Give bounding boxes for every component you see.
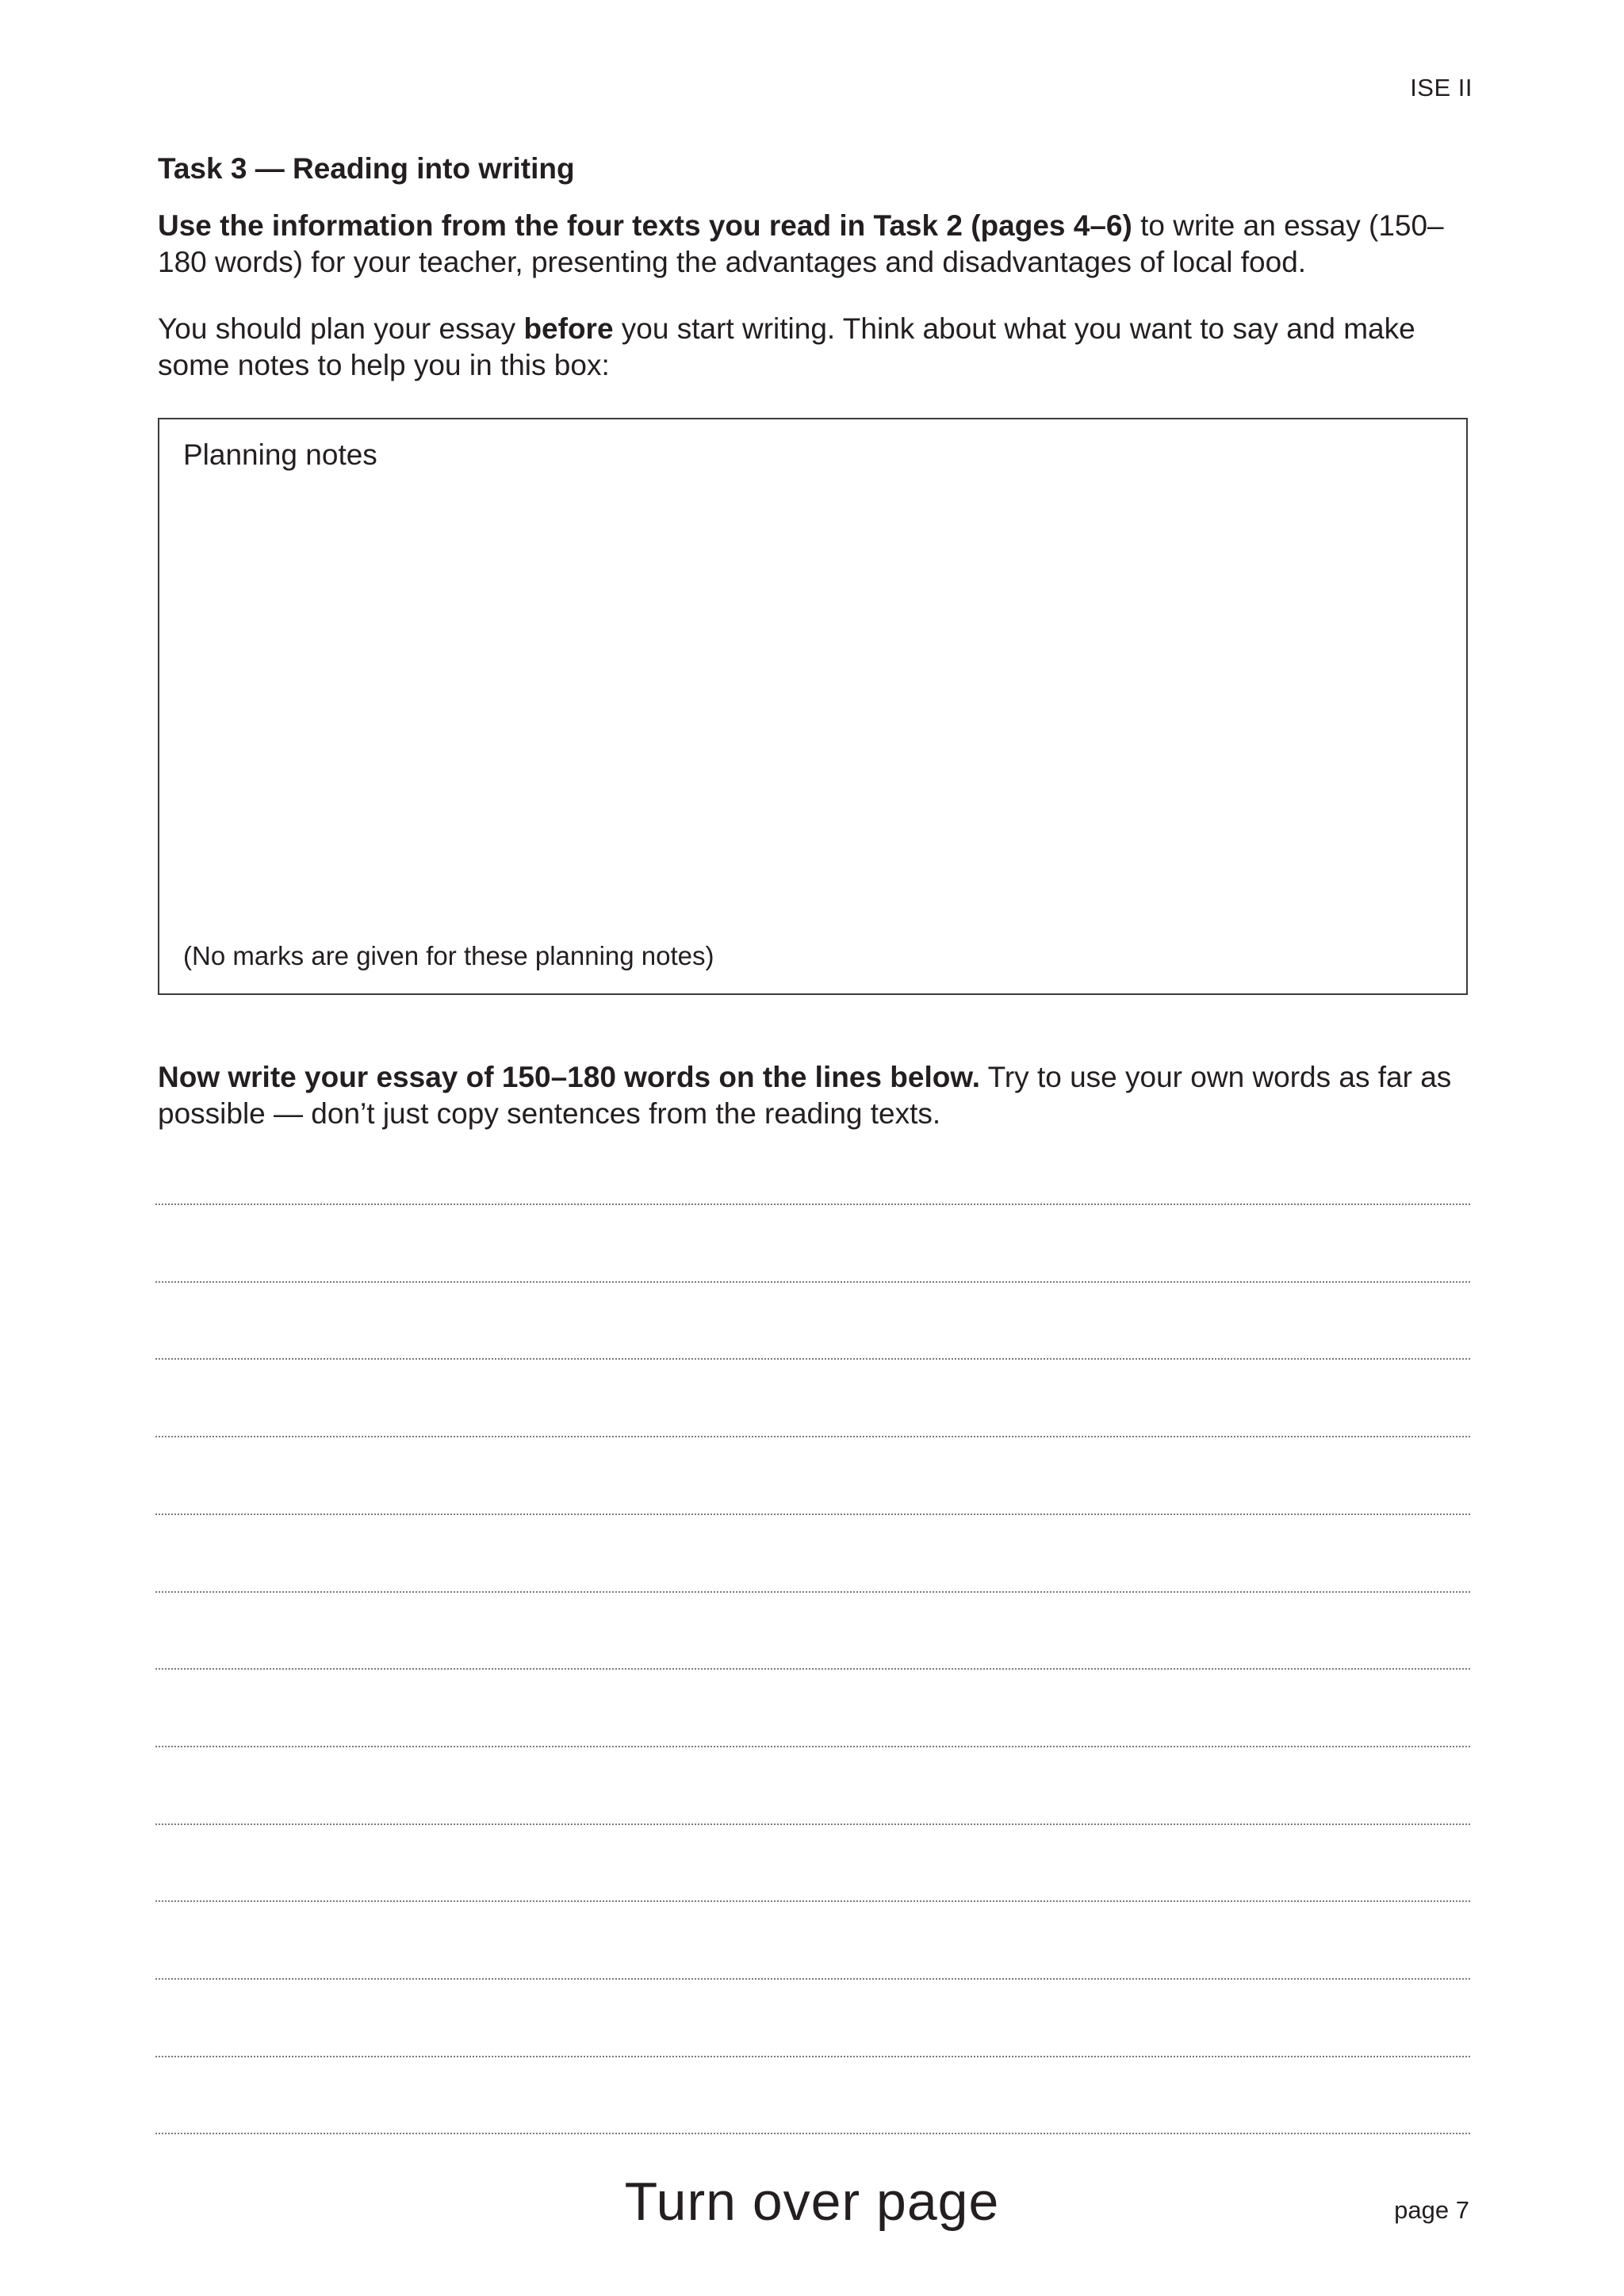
writing-line[interactable] [155,2133,1470,2134]
writing-line[interactable] [155,1436,1470,1437]
planning-instructions [158,311,1470,384]
planning-notes-box[interactable] [158,418,1468,995]
writing-line[interactable] [155,1668,1470,1670]
writing-line[interactable] [155,1513,1470,1515]
turn-over-label: Turn over page [624,2172,1000,2232]
essay-instructions-bold: Now write your essay of 150–180 words on the lines below. [158,1061,981,1093]
writing-line[interactable] [155,2056,1470,2057]
page-number: page 7 [1394,2196,1469,2224]
essay-instructions [158,1059,1474,1132]
exam-level-label: ISE II [1410,74,1473,101]
writing-line[interactable] [155,1746,1470,1747]
planning-instructions-bold: before [523,312,614,345]
planning-instructions-pre: You should plan your essay [158,312,524,345]
writing-line[interactable] [155,1823,1470,1825]
task-instructions-rest: to write an essay (150–180 words) for your teacher, presenting the advantages and disadvantages of local food. [158,209,1444,278]
writing-line[interactable] [155,1281,1470,1283]
task-section [158,151,1470,384]
planning-notes-title: Planning notes [183,438,377,471]
writing-line[interactable] [155,1591,1470,1593]
task-title: Task 3 — Reading into writing [158,152,575,185]
planning-instructions-post: you start writing. Think about what you want to say and make some notes to help you in this box: [158,312,1415,381]
writing-line[interactable] [155,1203,1470,1205]
planning-notes-disclaimer: (No marks are given for these planning notes) [183,941,714,970]
writing-line[interactable] [155,1900,1470,1902]
essay-instructions-rest: Try to use your own words as far as possible — don’t just copy sentences from the reading texts. [158,1061,1452,1130]
task-instructions-bold: Use the information from the four texts you read in Task 2 (pages 4–6) [158,209,1132,242]
task-instructions [158,208,1470,281]
writing-line[interactable] [155,1358,1470,1360]
writing-line[interactable] [155,1978,1470,1980]
